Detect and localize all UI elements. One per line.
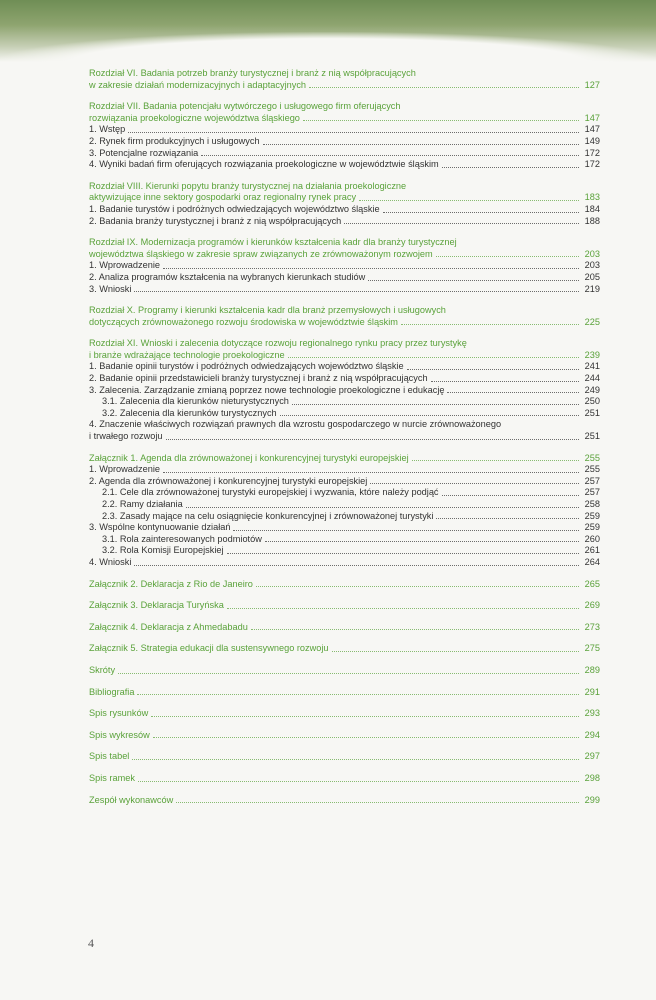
toc-entry-title: 1. Badanie opinii turystów i podróżnych odwiedzających województwo śląskie xyxy=(89,361,404,372)
toc-page-number: 225 xyxy=(584,316,600,327)
toc-leader-dots xyxy=(368,280,579,281)
toc-section-entry[interactable] xyxy=(89,136,600,148)
toc-section-entry[interactable] xyxy=(89,385,600,397)
toc-leader-dots xyxy=(309,87,579,88)
toc-section-entry[interactable] xyxy=(89,124,600,136)
toc-entry-title: 3.1. Zalecenia dla kierunków nieturystycznych xyxy=(102,396,289,407)
toc-entry-title: 2. Analiza programów kształcenia na wybranych kierunkach studiów xyxy=(89,271,366,282)
toc-section-entry[interactable] xyxy=(89,361,600,373)
toc-entry-title: Spis ramek xyxy=(89,772,135,783)
toc-entry-title: 2.1. Cele dla zrównoważonej turystyki europejskiej i wyzwania, które należy podjąć xyxy=(102,487,439,498)
toc-page-number: 298 xyxy=(584,772,600,783)
toc-entry-title-line: Rozdział XI. Wnioski i zalecenia dotyczące rozwoju regionalnego rynku pracy przez turystykę xyxy=(89,338,467,349)
toc-leader-dots xyxy=(442,495,579,496)
toc-section-entry[interactable] xyxy=(89,373,600,385)
toc-leader-dots xyxy=(412,460,579,461)
toc-leader-dots xyxy=(447,392,579,393)
toc-chapter-entry[interactable] xyxy=(89,68,600,91)
toc-section-entry[interactable] xyxy=(89,284,600,296)
toc-entry-title-line: 4. Znaczenie właściwych rozwiązań prawnych dla wzrostu gospodarczego w nurcie zrównoważonego xyxy=(89,419,502,430)
page-number: 4 xyxy=(88,936,94,950)
toc-chapter-entry[interactable] xyxy=(89,643,600,655)
toc-entry-title: w zakresie działań modernizacyjnych i adaptacyjnych xyxy=(89,79,307,90)
toc-leader-dots xyxy=(407,369,579,370)
toc-chapter-entry[interactable] xyxy=(89,795,600,807)
toc-page-number: 258 xyxy=(584,499,600,509)
toc-page-number: 219 xyxy=(584,283,600,294)
toc-leader-dots xyxy=(251,629,579,630)
toc-entry-title: Spis rysunków xyxy=(89,708,149,719)
toc-entry-title: 3. Zalecenia. Zarządzanie zmianą poprzez nowe technologie proekologiczne i edukację xyxy=(89,384,445,395)
toc-entry-title: Załącznik 5. Strategia edukacji dla sustensywnego rozwoju xyxy=(89,643,329,654)
toc-page-number: 172 xyxy=(584,159,600,170)
toc-entry-title: Załącznik 2. Deklaracja z Rio de Janeiro xyxy=(89,578,253,589)
toc-leader-dots xyxy=(431,381,579,382)
toc-entry-title: 3.2. Zalecenia dla kierunków turystycznych xyxy=(102,407,277,418)
toc-section-entry[interactable] xyxy=(89,545,600,557)
toc-entry-title: województwa śląskiego w zakresie spraw związanych ze zrównoważonym rozwojem xyxy=(89,248,433,259)
toc-chapter-entry[interactable] xyxy=(89,453,600,465)
toc-section-entry[interactable] xyxy=(89,419,600,442)
toc-leader-dots xyxy=(344,223,579,224)
toc-leader-dots xyxy=(118,673,579,674)
toc-leader-dots xyxy=(401,324,579,325)
toc-page-number: 261 xyxy=(584,545,600,556)
toc-entry-title: dotyczących zrównoważonego rozwoju środowiska w województwie śląskim xyxy=(89,316,398,327)
toc-leader-dots xyxy=(227,553,579,554)
toc-section-entry[interactable] xyxy=(89,511,600,523)
toc-leader-dots xyxy=(233,530,579,531)
toc-section-entry[interactable] xyxy=(89,487,600,499)
toc-page-number: 260 xyxy=(584,533,600,544)
toc-chapter-entry[interactable] xyxy=(89,305,600,328)
toc-leader-dots xyxy=(332,651,579,652)
toc-entry-title: Załącznik 3. Deklaracja Turyńska xyxy=(89,600,224,611)
toc-leader-dots xyxy=(128,132,579,133)
toc-section-entry[interactable] xyxy=(89,534,600,546)
toc-leader-dots xyxy=(292,404,579,405)
toc-section-entry[interactable] xyxy=(89,260,600,272)
toc-chapter-entry[interactable] xyxy=(89,600,600,612)
toc-entry-title-line: Rozdział VIII. Kierunki popytu branży turystycznej na działania proekologiczne xyxy=(89,180,407,191)
toc-leader-dots xyxy=(280,415,579,416)
toc-leader-dots xyxy=(442,167,579,168)
toc-leader-dots xyxy=(227,608,579,609)
toc-chapter-entry[interactable] xyxy=(89,101,600,124)
toc-entry-title: Zespół wykonawców xyxy=(89,794,174,805)
toc-entry-title-line: Rozdział VI. Badania potrzeb branży turystycznej i branż z nią współpracujących xyxy=(89,68,416,78)
toc-page-number: 147 xyxy=(584,124,600,135)
toc-page-number: 147 xyxy=(584,112,600,123)
toc-leader-dots xyxy=(163,268,579,269)
toc-entry-title: Spis wykresów xyxy=(89,729,150,740)
toc-page-number: 249 xyxy=(584,384,600,395)
toc-chapter-entry[interactable] xyxy=(89,773,600,785)
toc-section-entry[interactable] xyxy=(89,216,600,228)
toc-entry-title: 2. Badania branży turystycznej i branż z nią współpracujących xyxy=(89,215,342,226)
toc-leader-dots xyxy=(370,483,579,484)
toc-entry-title: 1. Wstęp xyxy=(89,124,126,135)
toc-leader-dots xyxy=(151,716,579,717)
table-of-contents xyxy=(89,68,600,806)
toc-page-number: 269 xyxy=(584,600,600,611)
header-photo-banner xyxy=(0,0,656,62)
toc-entry-title: 2.3. Zasady mające na celu osiągnięcie konkurencyjnej i zrównoważonej turystyki xyxy=(102,510,434,521)
toc-entry-title: i branże wdrażające technologie proekologiczne xyxy=(89,349,285,360)
toc-chapter-entry[interactable] xyxy=(89,338,600,361)
toc-chapter-entry[interactable] xyxy=(89,579,600,591)
toc-leader-dots xyxy=(138,781,579,782)
toc-leader-dots xyxy=(288,357,579,358)
toc-entry-title-line: Rozdział X. Programy i kierunki kształcenia kadr dla branż przemysłowych i usługowych xyxy=(89,305,446,316)
toc-chapter-entry[interactable] xyxy=(89,181,600,204)
toc-entry-title: 2. Rynek firm produkcyjnych i usługowych xyxy=(89,135,260,146)
toc-entry-title: 3. Wnioski xyxy=(89,283,132,294)
toc-section-entry[interactable] xyxy=(89,522,600,534)
toc-page-number: 289 xyxy=(584,664,600,675)
toc-page-number: 203 xyxy=(584,260,600,271)
toc-page-number: 259 xyxy=(584,522,600,533)
toc-chapter-entry[interactable] xyxy=(89,751,600,763)
toc-page-number: 184 xyxy=(584,203,600,214)
toc-entry-title: Skróty xyxy=(89,664,116,675)
toc-page-number: 264 xyxy=(584,556,600,567)
toc-page-number: 255 xyxy=(584,464,600,475)
toc-page-number: 265 xyxy=(584,578,600,589)
toc-chapter-entry[interactable] xyxy=(89,708,600,720)
toc-leader-dots xyxy=(436,518,579,519)
toc-entry-title: 3.1. Rola zainteresowanych podmiotów xyxy=(102,533,262,544)
toc-entry-title: 3.2. Rola Komisji Europejskiej xyxy=(102,545,224,556)
toc-page-number: 294 xyxy=(584,729,600,740)
toc-page-number: 188 xyxy=(584,215,600,226)
toc-entry-title: aktywizujące inne sektory gospodarki oraz regionalny rynek pracy xyxy=(89,192,357,203)
toc-page-number: 299 xyxy=(584,794,600,805)
toc-leader-dots xyxy=(176,802,579,803)
toc-entry-title: 1. Wprowadzenie xyxy=(89,464,160,475)
toc-entry-title: 3. Wspólne kontynuowanie działań xyxy=(89,522,231,533)
toc-page-number: 172 xyxy=(584,147,600,158)
toc-entry-title: Załącznik 4. Deklaracja z Ahmedabadu xyxy=(89,621,248,632)
toc-entry-title: Załącznik 1. Agenda dla zrównoważonej i konkurencyjnej turystyki europejskiej xyxy=(89,452,409,463)
toc-entry-title-line: Rozdział IX. Modernizacja programów i kierunków kształcenia kadr dla branży turystycznej xyxy=(89,237,457,248)
toc-section-entry[interactable] xyxy=(89,557,600,569)
toc-page-number: 291 xyxy=(584,686,600,697)
toc-section-entry[interactable] xyxy=(89,464,600,476)
toc-entry-title: 2. Agenda dla zrównoważonej i konkurencyjnej turystyki europejskiej xyxy=(89,475,368,486)
toc-page-number: 275 xyxy=(584,643,600,654)
toc-page-number: 203 xyxy=(584,248,600,259)
toc-leader-dots xyxy=(359,200,579,201)
toc-page-number: 239 xyxy=(584,349,600,360)
toc-entry-title: rozwiązania proekologiczne województwa śląskiego xyxy=(89,112,300,123)
toc-section-entry[interactable] xyxy=(89,476,600,488)
toc-entry-title: Spis tabel xyxy=(89,751,130,762)
toc-leader-dots xyxy=(134,565,579,566)
toc-page-number: 127 xyxy=(584,79,600,90)
toc-entry-title: 4. Wnioski xyxy=(89,556,132,567)
toc-leader-dots xyxy=(436,256,579,257)
toc-chapter-entry[interactable] xyxy=(89,622,600,634)
toc-chapter-entry[interactable] xyxy=(89,237,600,260)
toc-leader-dots xyxy=(256,586,579,587)
toc-leader-dots xyxy=(303,120,579,121)
toc-page-number: 251 xyxy=(584,407,600,418)
toc-entry-title: 3. Potencjalne rozwiązania xyxy=(89,147,199,158)
toc-entry-title: 1. Wprowadzenie xyxy=(89,260,160,271)
toc-leader-dots xyxy=(263,144,579,145)
toc-section-entry[interactable] xyxy=(89,408,600,420)
toc-page-number: 293 xyxy=(584,708,600,719)
toc-leader-dots xyxy=(134,291,579,292)
toc-page-number: 251 xyxy=(584,431,600,442)
toc-entry-title: 1. Badanie turystów i podróżnych odwiedzających województwo śląskie xyxy=(89,203,380,214)
toc-leader-dots xyxy=(201,155,579,156)
toc-page-number: 244 xyxy=(584,373,600,384)
toc-leader-dots xyxy=(265,541,579,542)
toc-section-entry[interactable] xyxy=(89,204,600,216)
toc-page-number: 241 xyxy=(584,361,600,372)
toc-page-number: 257 xyxy=(584,487,600,498)
toc-page-number: 259 xyxy=(584,510,600,521)
toc-leader-dots xyxy=(186,507,579,508)
toc-entry-title: 4. Wyniki badań firm oferujących rozwiązania proekologiczne w województwie śląskim xyxy=(89,159,439,170)
toc-entry-title: Bibliografia xyxy=(89,686,135,697)
toc-leader-dots xyxy=(153,737,579,738)
toc-section-entry[interactable] xyxy=(89,272,600,284)
toc-leader-dots xyxy=(166,439,579,440)
toc-chapter-entry[interactable] xyxy=(89,730,600,742)
toc-page-number: 250 xyxy=(584,396,600,407)
toc-entry-title-line: Rozdział VII. Badania potencjału wytwórczego i usługowego firm oferujących xyxy=(89,101,401,112)
toc-section-entry[interactable] xyxy=(89,396,600,408)
toc-page-number: 205 xyxy=(584,271,600,282)
toc-page-number: 257 xyxy=(584,475,600,486)
toc-leader-dots xyxy=(383,212,579,213)
toc-page-number: 183 xyxy=(584,192,600,203)
toc-section-entry[interactable] xyxy=(89,148,600,160)
toc-section-entry[interactable] xyxy=(89,159,600,171)
toc-entry-title: 2.2. Ramy działania xyxy=(102,499,183,509)
toc-page-number: 297 xyxy=(584,751,600,762)
toc-leader-dots xyxy=(163,472,579,473)
toc-page-number: 149 xyxy=(584,135,600,146)
toc-entry-title: i trwałego rozwoju xyxy=(89,431,163,442)
toc-page-number: 273 xyxy=(584,621,600,632)
toc-page-number: 255 xyxy=(584,452,600,463)
toc-chapter-entry[interactable] xyxy=(89,665,600,677)
toc-section-entry[interactable] xyxy=(89,499,600,511)
toc-leader-dots xyxy=(137,694,579,695)
toc-chapter-entry[interactable] xyxy=(89,687,600,699)
toc-leader-dots xyxy=(132,759,579,760)
toc-entry-title: 2. Badanie opinii przedstawicieli branży turystycznej i branż z nią współpracujących xyxy=(89,373,428,384)
